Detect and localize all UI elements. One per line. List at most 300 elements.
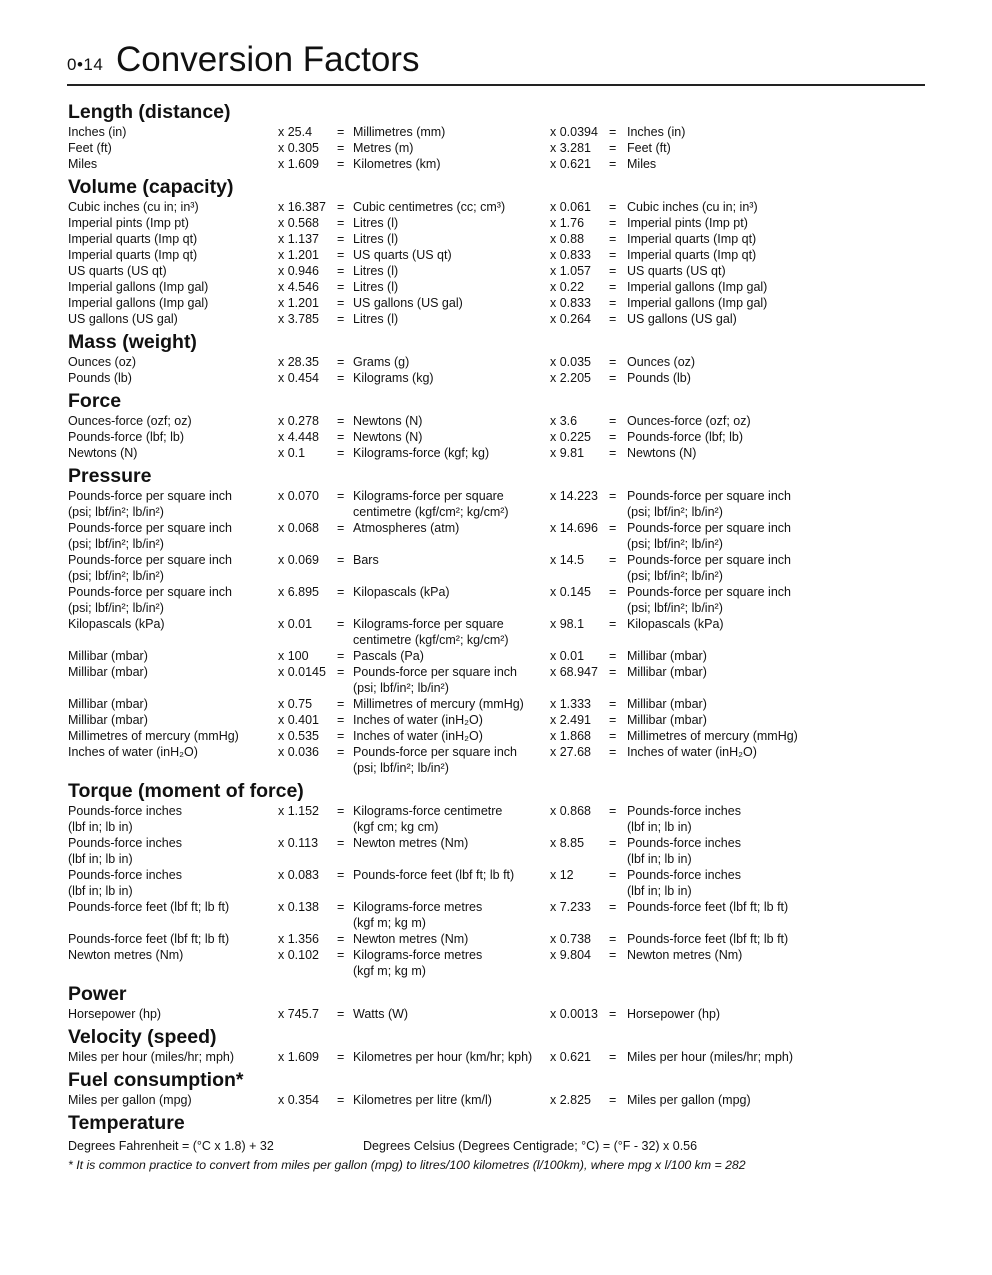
- to-unit-continued: (kgf m; kg m): [353, 964, 426, 978]
- equals-sign: =: [337, 1050, 345, 1064]
- to-unit: Metres (m): [353, 141, 414, 155]
- multiplier: x 1.609: [278, 157, 320, 171]
- equals-sign: =: [337, 216, 345, 230]
- from-unit: Pounds (lb): [68, 371, 132, 385]
- back-unit: Millibar (mbar): [627, 713, 707, 727]
- back-unit: Pounds-force per square inch: [627, 553, 791, 567]
- equals-sign: =: [337, 1093, 345, 1107]
- from-unit: US quarts (US qt): [68, 264, 167, 278]
- section-title: Pressure: [68, 465, 152, 487]
- back-unit: Pounds-force per square inch: [627, 489, 791, 503]
- section: [68, 329, 948, 387]
- multiplier: x 0.138: [278, 900, 320, 914]
- to-unit-continued: (kgf cm; kg cm): [353, 820, 439, 834]
- equals-sign: =: [609, 141, 617, 155]
- reverse-multiplier: x 2.205: [550, 371, 592, 385]
- multiplier: x 0.069: [278, 553, 320, 567]
- table-row: [68, 585, 948, 617]
- to-unit: Litres (l): [353, 216, 399, 230]
- multiplier: x 0.401: [278, 713, 320, 727]
- to-unit: Inches of water (inH₂O): [353, 729, 483, 743]
- multiplier: x 0.102: [278, 948, 320, 962]
- equals-sign: =: [337, 868, 345, 882]
- table-row: [68, 430, 948, 446]
- from-unit: Imperial pints (Imp pt): [68, 216, 189, 230]
- back-unit: Miles: [627, 157, 657, 171]
- back-unit: US gallons (US gal): [627, 312, 737, 326]
- to-unit: US quarts (US qt): [353, 248, 452, 262]
- to-unit-continued: (kgf m; kg m): [353, 916, 426, 930]
- multiplier: x 100: [278, 649, 309, 663]
- from-unit: Feet (ft): [68, 141, 112, 155]
- multiplier: x 0.068: [278, 521, 320, 535]
- to-unit: Kilometres (km): [353, 157, 441, 171]
- multiplier: x 1.609: [278, 1050, 320, 1064]
- back-unit: Cubic inches (cu in; in³): [627, 200, 758, 214]
- to-unit: Kilograms-force metres: [353, 900, 483, 914]
- table-row: [68, 264, 948, 280]
- to-unit: Litres (l): [353, 280, 399, 294]
- table-row: [68, 868, 948, 900]
- multiplier: x 0.01: [278, 617, 313, 631]
- back-unit-continued: (lbf in; lb in): [627, 884, 692, 898]
- reverse-multiplier: x 0.264: [550, 312, 592, 326]
- equals-sign: =: [337, 157, 345, 171]
- equals-sign: =: [609, 729, 617, 743]
- equals-sign: =: [337, 430, 345, 444]
- equals-sign: =: [609, 585, 617, 599]
- section-title: Mass (weight): [68, 331, 197, 353]
- equals-sign: =: [337, 296, 345, 310]
- equals-sign: =: [609, 312, 617, 326]
- page-number: 0•14: [67, 55, 104, 74]
- table-row: [68, 1050, 948, 1066]
- table-row: [68, 665, 948, 697]
- equals-sign: =: [609, 446, 617, 460]
- table-row: [68, 216, 948, 232]
- from-unit: Miles: [68, 157, 98, 171]
- reverse-multiplier: x 9.81: [550, 446, 585, 460]
- from-unit-continued: (lbf in; lb in): [68, 852, 133, 866]
- reverse-multiplier: x 12: [550, 868, 574, 882]
- reverse-multiplier: x 0.0394: [550, 125, 598, 139]
- table-row: [68, 157, 948, 173]
- reverse-multiplier: x 0.738: [550, 932, 592, 946]
- to-unit: Kilometres per hour (km/hr; kph): [353, 1050, 533, 1064]
- multiplier: x 1.201: [278, 248, 320, 262]
- reverse-multiplier: x 3.6: [550, 414, 578, 428]
- back-unit-continued: (lbf in; lb in): [627, 820, 692, 834]
- from-unit: Miles per gallon (mpg): [68, 1093, 192, 1107]
- equals-sign: =: [609, 1093, 617, 1107]
- table-row: [68, 446, 948, 462]
- multiplier: x 25.4: [278, 125, 313, 139]
- section-title: Temperature: [68, 1112, 185, 1134]
- section-title: Force: [68, 390, 122, 412]
- footnote: * It is common practice to convert from miles per gallon (mpg) to litres/100 kilometres (l/100km), where mpg x l/100 km = 282: [68, 1158, 746, 1172]
- back-unit: Imperial quarts (Imp qt): [627, 248, 757, 262]
- equals-sign: =: [337, 665, 345, 679]
- from-unit: Kilopascals (kPa): [68, 617, 165, 631]
- back-unit: Miles per hour (miles/hr; mph): [627, 1050, 794, 1064]
- equals-sign: =: [609, 521, 617, 535]
- from-unit: Pounds-force feet (lbf ft; lb ft): [68, 932, 230, 946]
- multiplier: x 0.278: [278, 414, 320, 428]
- from-unit: Millibar (mbar): [68, 713, 148, 727]
- table-row: [68, 932, 948, 948]
- to-unit: Newton metres (Nm): [353, 836, 469, 850]
- to-unit: Pounds-force feet (lbf ft; lb ft): [353, 868, 515, 882]
- from-unit: Pounds-force per square inch: [68, 521, 232, 535]
- table-row: [68, 948, 948, 980]
- to-unit: Litres (l): [353, 232, 399, 246]
- equals-sign: =: [609, 617, 617, 631]
- from-unit: Pounds-force per square inch: [68, 489, 232, 503]
- to-unit: Litres (l): [353, 312, 399, 326]
- to-unit-continued: centimetre (kgf/cm²; kg/cm²): [353, 505, 509, 519]
- table-row: [68, 371, 948, 387]
- table-row: [68, 697, 948, 713]
- equals-sign: =: [337, 1007, 345, 1021]
- multiplier: x 0.75: [278, 697, 313, 711]
- reverse-multiplier: x 0.145: [550, 585, 592, 599]
- equals-sign: =: [337, 745, 345, 759]
- reverse-multiplier: x 0.0013: [550, 1007, 598, 1021]
- reverse-multiplier: x 3.281: [550, 141, 592, 155]
- reverse-multiplier: x 8.85: [550, 836, 585, 850]
- from-unit: Ounces (oz): [68, 355, 137, 369]
- to-unit: Newtons (N): [353, 430, 423, 444]
- table-row: [68, 745, 948, 777]
- equals-sign: =: [609, 264, 617, 278]
- reverse-multiplier: x 0.035: [550, 355, 592, 369]
- equals-sign: =: [609, 280, 617, 294]
- equals-sign: =: [609, 948, 617, 962]
- table-row: [68, 280, 948, 296]
- from-unit: Pounds-force inches: [68, 804, 182, 818]
- multiplier: x 4.546: [278, 280, 320, 294]
- equals-sign: =: [609, 430, 617, 444]
- reverse-multiplier: x 27.68: [550, 745, 592, 759]
- reverse-multiplier: x 0.01: [550, 649, 585, 663]
- multiplier: x 0.083: [278, 868, 320, 882]
- equals-sign: =: [609, 296, 617, 310]
- from-unit: Imperial quarts (Imp qt): [68, 248, 198, 262]
- equals-sign: =: [609, 836, 617, 850]
- section: [68, 1024, 948, 1066]
- equals-sign: =: [337, 729, 345, 743]
- equals-sign: =: [609, 355, 617, 369]
- back-unit: Pounds-force feet (lbf ft; lb ft): [627, 900, 789, 914]
- equals-sign: =: [609, 649, 617, 663]
- back-unit-continued: (lbf in; lb in): [627, 852, 692, 866]
- table-row: [68, 900, 948, 932]
- back-unit: Horsepower (hp): [627, 1007, 721, 1021]
- equals-sign: =: [337, 521, 345, 535]
- multiplier: x 0.354: [278, 1093, 320, 1107]
- equals-sign: =: [337, 932, 345, 946]
- back-unit: Newton metres (Nm): [627, 948, 743, 962]
- equals-sign: =: [609, 713, 617, 727]
- table-row: [68, 414, 948, 430]
- table-row: [68, 296, 948, 312]
- from-unit: Imperial gallons (Imp gal): [68, 296, 209, 310]
- to-unit: Kilopascals (kPa): [353, 585, 450, 599]
- table-row: [68, 553, 948, 585]
- to-unit-continued: centimetre (kgf/cm²; kg/cm²): [353, 633, 509, 647]
- equals-sign: =: [609, 157, 617, 171]
- to-unit: Pounds-force per square inch: [353, 665, 517, 679]
- section: [68, 174, 948, 328]
- section-title: Velocity (speed): [68, 1026, 217, 1048]
- back-unit: Pounds (lb): [627, 371, 691, 385]
- equals-sign: =: [609, 665, 617, 679]
- back-unit: Miles per gallon (mpg): [627, 1093, 751, 1107]
- equals-sign: =: [609, 868, 617, 882]
- to-unit: Kilograms-force (kgf; kg): [353, 446, 490, 460]
- from-unit: Imperial gallons (Imp gal): [68, 280, 209, 294]
- back-unit: Newtons (N): [627, 446, 697, 460]
- multiplier: x 0.454: [278, 371, 320, 385]
- multiplier: x 0.036: [278, 745, 320, 759]
- multiplier: x 0.946: [278, 264, 320, 278]
- multiplier: x 745.7: [278, 1007, 320, 1021]
- multiplier: x 28.35: [278, 355, 320, 369]
- from-unit: Pounds-force per square inch: [68, 553, 232, 567]
- equals-sign: =: [337, 264, 345, 278]
- reverse-multiplier: x 0.833: [550, 296, 592, 310]
- section: [68, 388, 948, 462]
- equals-sign: =: [609, 900, 617, 914]
- equals-sign: =: [609, 216, 617, 230]
- back-unit: Imperial pints (Imp pt): [627, 216, 748, 230]
- equals-sign: =: [337, 804, 345, 818]
- back-unit: Imperial gallons (Imp gal): [627, 296, 768, 310]
- back-unit: Kilopascals (kPa): [627, 617, 724, 631]
- reverse-multiplier: x 0.621: [550, 1050, 592, 1064]
- from-unit: US gallons (US gal): [68, 312, 178, 326]
- section-title: Fuel consumption*: [68, 1069, 244, 1091]
- multiplier: x 1.201: [278, 296, 320, 310]
- from-unit: Millibar (mbar): [68, 665, 148, 679]
- section: [68, 463, 948, 777]
- reverse-multiplier: x 2.491: [550, 713, 592, 727]
- equals-sign: =: [337, 649, 345, 663]
- multiplier: x 0.305: [278, 141, 320, 155]
- to-unit: Kilograms-force centimetre: [353, 804, 503, 818]
- table-row: [68, 355, 948, 371]
- multiplier: x 6.895: [278, 585, 320, 599]
- equals-sign: =: [609, 232, 617, 246]
- multiplier: x 1.356: [278, 932, 320, 946]
- equals-sign: =: [609, 553, 617, 567]
- multiplier: x 1.137: [278, 232, 320, 246]
- from-unit: Pounds-force inches: [68, 868, 182, 882]
- equals-sign: =: [337, 200, 345, 214]
- reverse-multiplier: x 0.88: [550, 232, 585, 246]
- reverse-multiplier: x 14.696: [550, 521, 598, 535]
- from-unit-continued: (psi; lbf/in²; lb/in²): [68, 505, 164, 519]
- table-row: [68, 521, 948, 553]
- multiplier: x 4.448: [278, 430, 320, 444]
- to-unit: Kilograms-force per square: [353, 489, 504, 503]
- section: [68, 99, 948, 173]
- table-row: [68, 804, 948, 836]
- reverse-multiplier: x 0.833: [550, 248, 592, 262]
- from-unit: Pounds-force inches: [68, 836, 182, 850]
- equals-sign: =: [609, 414, 617, 428]
- from-unit: Cubic inches (cu in; in³): [68, 200, 199, 214]
- back-unit: Pounds-force inches: [627, 868, 741, 882]
- equals-sign: =: [337, 948, 345, 962]
- equals-sign: =: [337, 141, 345, 155]
- from-unit-continued: (psi; lbf/in²; lb/in²): [68, 601, 164, 615]
- reverse-multiplier: x 68.947: [550, 665, 598, 679]
- section: [68, 1067, 948, 1109]
- equals-sign: =: [609, 248, 617, 262]
- from-unit: Inches of water (inH₂O): [68, 745, 198, 759]
- from-unit: Millibar (mbar): [68, 649, 148, 663]
- to-unit: Kilograms-force metres: [353, 948, 483, 962]
- equals-sign: =: [337, 489, 345, 503]
- reverse-multiplier: x 0.621: [550, 157, 592, 171]
- section-title: Length (distance): [68, 101, 231, 123]
- to-unit-continued: (psi; lbf/in²; lb/in²): [353, 761, 449, 775]
- table-row: [68, 248, 948, 264]
- reverse-multiplier: x 0.225: [550, 430, 592, 444]
- equals-sign: =: [609, 489, 617, 503]
- equals-sign: =: [337, 312, 345, 326]
- table-row: [68, 729, 948, 745]
- multiplier: x 0.535: [278, 729, 320, 743]
- to-unit: Millimetres of mercury (mmHg): [353, 697, 524, 711]
- back-unit: US quarts (US qt): [627, 264, 726, 278]
- from-unit-continued: (psi; lbf/in²; lb/in²): [68, 569, 164, 583]
- equals-sign: =: [609, 1050, 617, 1064]
- back-unit-continued: (psi; lbf/in²; lb/in²): [627, 537, 723, 551]
- back-unit: Inches of water (inH₂O): [627, 745, 757, 759]
- back-unit: Pounds-force per square inch: [627, 521, 791, 535]
- equals-sign: =: [337, 553, 345, 567]
- back-unit: Imperial quarts (Imp qt): [627, 232, 757, 246]
- celsius-formula: Degrees Celsius (Degrees Centigrade; °C) = (°F - 32) x 0.56: [363, 1139, 698, 1153]
- back-unit-continued: (psi; lbf/in²; lb/in²): [627, 569, 723, 583]
- to-unit: Kilograms-force per square: [353, 617, 504, 631]
- back-unit: Imperial gallons (Imp gal): [627, 280, 768, 294]
- equals-sign: =: [609, 804, 617, 818]
- equals-sign: =: [337, 697, 345, 711]
- table-row: [68, 617, 948, 649]
- multiplier: x 0.113: [278, 836, 319, 850]
- table-row: [68, 1007, 948, 1023]
- equals-sign: =: [609, 200, 617, 214]
- back-unit: Millibar (mbar): [627, 697, 707, 711]
- table-row: [68, 713, 948, 729]
- from-unit: Millimetres of mercury (mmHg): [68, 729, 239, 743]
- equals-sign: =: [609, 125, 617, 139]
- equals-sign: =: [337, 248, 345, 262]
- from-unit-continued: (lbf in; lb in): [68, 884, 133, 898]
- table-row: [68, 125, 948, 141]
- equals-sign: =: [337, 446, 345, 460]
- equals-sign: =: [337, 371, 345, 385]
- multiplier: x 16.387: [278, 200, 326, 214]
- from-unit: Pounds-force per square inch: [68, 585, 232, 599]
- equals-sign: =: [337, 414, 345, 428]
- back-unit: Ounces (oz): [627, 355, 696, 369]
- to-unit: Grams (g): [353, 355, 410, 369]
- from-unit: Pounds-force feet (lbf ft; lb ft): [68, 900, 230, 914]
- table-row: [68, 489, 948, 521]
- to-unit: Pounds-force per square inch: [353, 745, 517, 759]
- section-title: Torque (moment of force): [68, 780, 304, 802]
- page-header: [67, 38, 925, 86]
- back-unit: Pounds-force inches: [627, 804, 741, 818]
- multiplier: x 0.1: [278, 446, 306, 460]
- multiplier: x 0.0145: [278, 665, 326, 679]
- back-unit: Millibar (mbar): [627, 665, 707, 679]
- from-unit-continued: (psi; lbf/in²; lb/in²): [68, 537, 164, 551]
- from-unit: Newton metres (Nm): [68, 948, 184, 962]
- to-unit: Kilometres per litre (km/l): [353, 1093, 492, 1107]
- equals-sign: =: [337, 585, 345, 599]
- reverse-multiplier: x 2.825: [550, 1093, 592, 1107]
- from-unit: Newtons (N): [68, 446, 138, 460]
- reverse-multiplier: x 7.233: [550, 900, 592, 914]
- from-unit: Inches (in): [68, 125, 127, 139]
- reverse-multiplier: x 1.868: [550, 729, 592, 743]
- to-unit: US gallons (US gal): [353, 296, 463, 310]
- equals-sign: =: [609, 697, 617, 711]
- back-unit: Feet (ft): [627, 141, 671, 155]
- from-unit: Millibar (mbar): [68, 697, 148, 711]
- table-row: [68, 232, 948, 248]
- back-unit-continued: (psi; lbf/in²; lb/in²): [627, 601, 723, 615]
- to-unit: Newtons (N): [353, 414, 423, 428]
- to-unit: Atmospheres (atm): [353, 521, 460, 535]
- reverse-multiplier: x 0.22: [550, 280, 585, 294]
- temperature-section: [68, 1110, 948, 1172]
- temperature-formulas: [68, 1136, 948, 1156]
- back-unit: Millibar (mbar): [627, 649, 707, 663]
- page-title: Conversion Factors: [116, 40, 420, 79]
- section-title: Power: [68, 983, 127, 1005]
- to-unit: Inches of water (inH₂O): [353, 713, 483, 727]
- equals-sign: =: [609, 932, 617, 946]
- back-unit: Millimetres of mercury (mmHg): [627, 729, 798, 743]
- back-unit: Pounds-force (lbf; lb): [627, 430, 744, 444]
- reverse-multiplier: x 1.76: [550, 216, 585, 230]
- table-row: [68, 649, 948, 665]
- table-row: [68, 200, 948, 216]
- to-unit: Newton metres (Nm): [353, 932, 469, 946]
- equals-sign: =: [337, 617, 345, 631]
- from-unit: Horsepower (hp): [68, 1007, 162, 1021]
- multiplier: x 0.568: [278, 216, 320, 230]
- equals-sign: =: [609, 1007, 617, 1021]
- from-unit: Miles per hour (miles/hr; mph): [68, 1050, 235, 1064]
- equals-sign: =: [337, 713, 345, 727]
- to-unit: Millimetres (mm): [353, 125, 446, 139]
- equals-sign: =: [337, 355, 345, 369]
- equals-sign: =: [337, 125, 345, 139]
- back-unit: Pounds-force inches: [627, 836, 741, 850]
- back-unit: Inches (in): [627, 125, 686, 139]
- to-unit: Bars: [353, 553, 379, 567]
- multiplier: x 0.070: [278, 489, 320, 503]
- reverse-multiplier: x 14.5: [550, 553, 585, 567]
- to-unit-continued: (psi; lbf/in²; lb/in²): [353, 681, 449, 695]
